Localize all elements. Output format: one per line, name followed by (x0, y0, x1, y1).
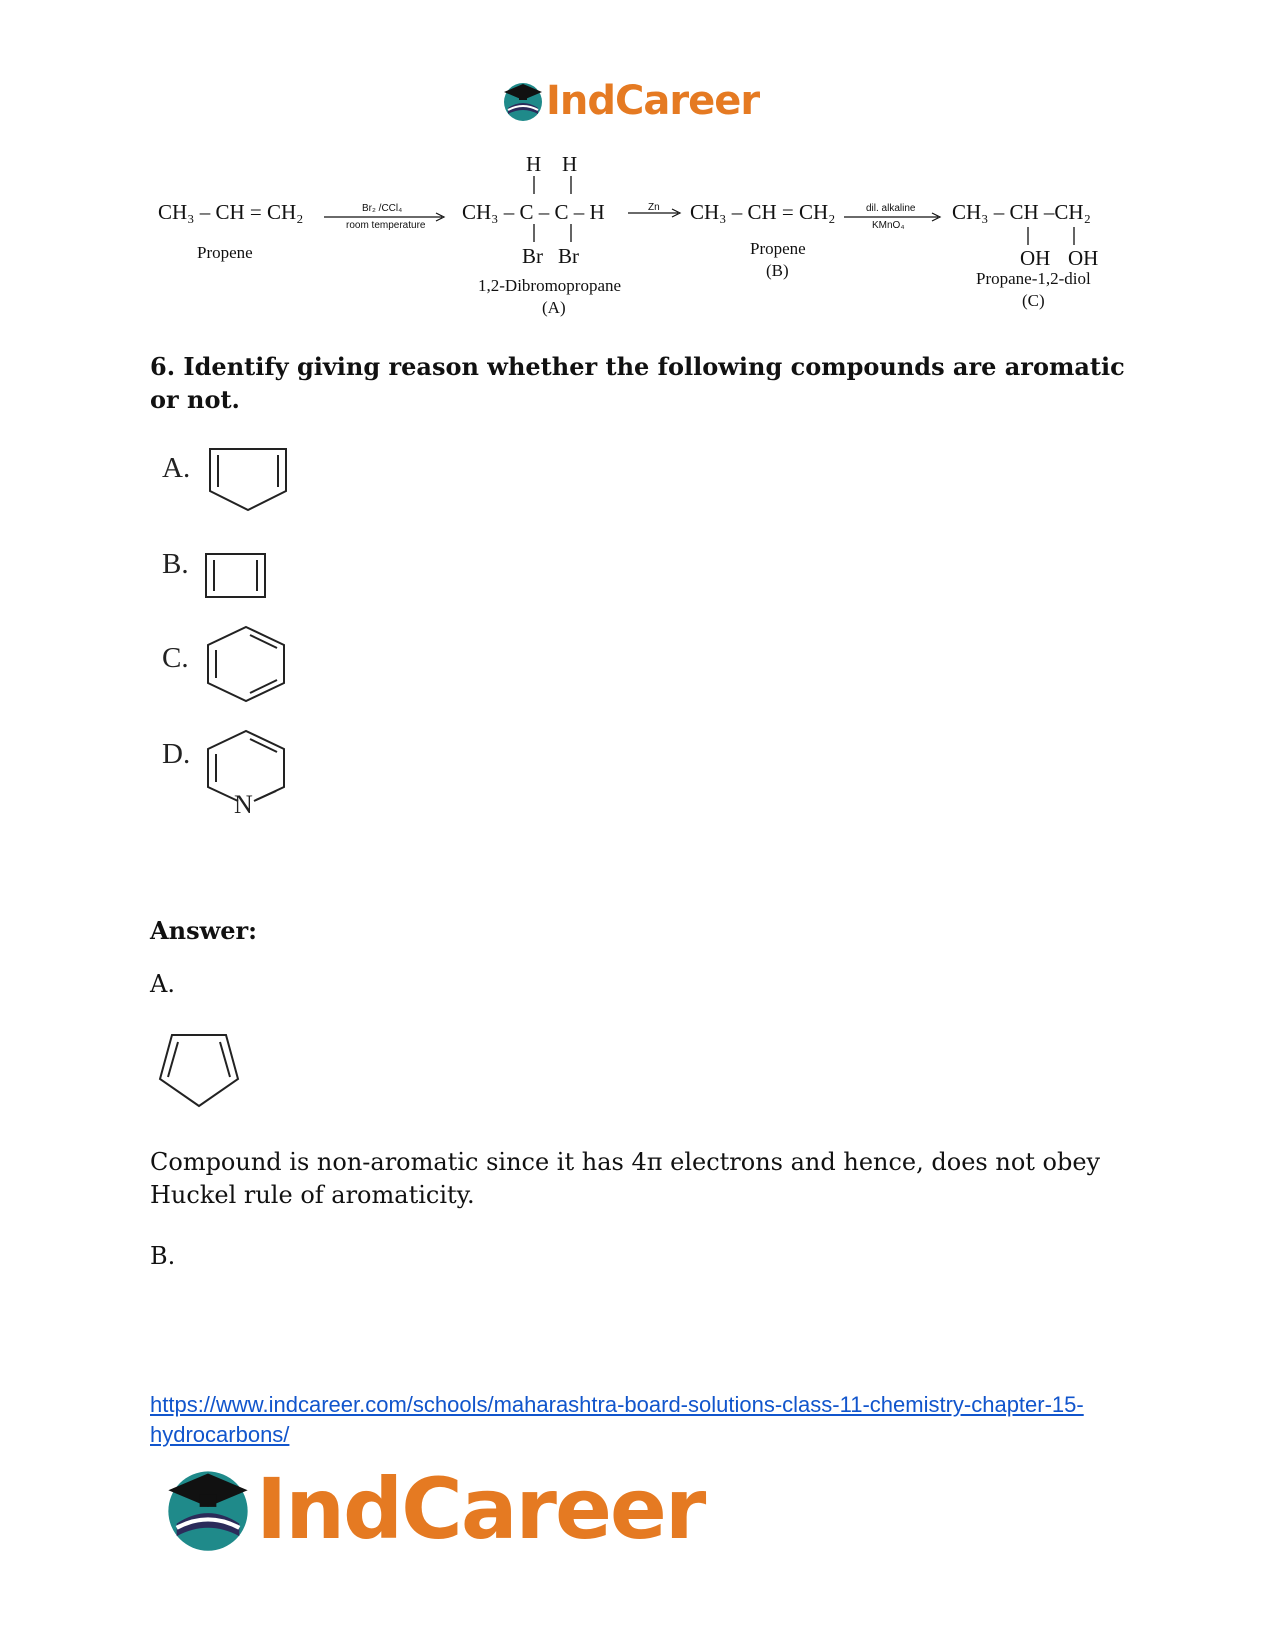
option-d-label: D. (162, 738, 191, 770)
cyclobutadiene-structure-icon (204, 552, 268, 600)
dibromo-formula: CH₃ – C – C – H (462, 200, 605, 224)
nitrogen-atom-label: N (234, 790, 253, 819)
source-link[interactable]: https://www.indcareer.com/schools/maharashtra-board-solutions-class-11-chemistry-chapter-15-hydrocarbons/ (150, 1392, 1084, 1447)
brand-name: IndCareer (256, 1460, 705, 1558)
hydrogen-label: H (562, 152, 578, 176)
option-c-label: C. (162, 642, 189, 674)
arrow1-condition: room temperature (346, 220, 426, 231)
benzene-structure-icon (204, 624, 288, 704)
answer-b-label: B. (150, 1242, 176, 1270)
option-a-label: A. (162, 452, 191, 484)
brand-name: IndCareer (546, 78, 760, 124)
propene-formula: CH₃ – CH = CH₂ (158, 200, 304, 224)
propene-b-label: Propene (750, 239, 806, 258)
arrow2-reagent: Zn (648, 202, 660, 213)
dibromo-tag: (A) (542, 298, 566, 317)
option-b-label: B. (162, 548, 189, 580)
propene-label: Propene (197, 243, 253, 262)
hydroxyl-label: OH (1020, 246, 1051, 270)
graduation-globe-icon (500, 78, 546, 124)
answer-heading: Answer: (150, 916, 258, 945)
cyclopentadiene-structure-icon (204, 444, 290, 514)
diol-formula: CH₃ – CH –CH₂ (952, 200, 1091, 224)
arrow3-condition: KMnO₄ (872, 220, 905, 231)
bromine-label: Br (522, 244, 543, 268)
propene-b-formula: CH₃ – CH = CH₂ (690, 200, 836, 224)
diol-name: Propane-1,2-diol (976, 269, 1091, 288)
dibromo-name: 1,2-Dibromopropane (478, 276, 622, 295)
arrow1-reagent: Br₂ /CCl₄ (362, 203, 403, 214)
cyclopentadiene-answer-icon (156, 1030, 242, 1110)
arrow3-reagent: dil. alkaline (866, 203, 916, 214)
answer-a-text: Compound is non-aromatic since it has 4π electrons and hence, does not obey Huckel rule of aromaticity. (150, 1148, 1101, 1209)
reaction-arrow-icon (628, 208, 684, 218)
diol-tag: (C) (1022, 291, 1045, 310)
bromine-label: Br (558, 244, 579, 268)
hydroxyl-label: OH (1068, 246, 1099, 270)
graduation-globe-icon (160, 1461, 256, 1557)
hydrogen-label: H (526, 152, 542, 176)
answer-a-label: A. (150, 970, 175, 998)
question-text: 6. Identify giving reason whether the following compounds are aromatic or not. (150, 352, 1125, 414)
propene-b-tag: (B) (766, 261, 789, 280)
bottom-logo (160, 1460, 704, 1558)
top-logo (500, 78, 759, 124)
